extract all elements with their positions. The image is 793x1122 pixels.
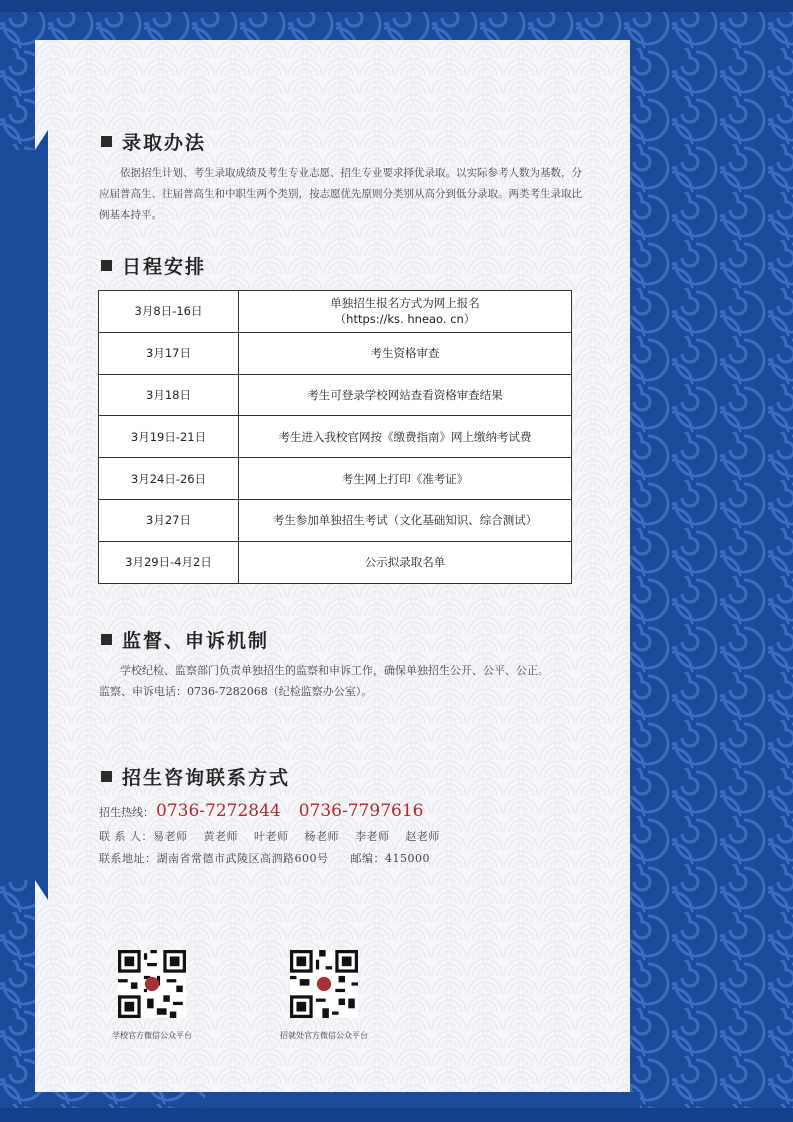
schedule-event-line: 单独招生报名方式为网上报名 bbox=[330, 296, 480, 311]
contacts-line bbox=[99, 828, 440, 844]
contacts-label: 联 系 人： bbox=[99, 830, 153, 843]
schedule-date: 3月18日 bbox=[99, 374, 239, 416]
square-bullet-icon bbox=[101, 771, 112, 782]
address-label: 联系地址： bbox=[99, 852, 157, 865]
section-supervision-heading bbox=[101, 626, 269, 653]
admission-text: 依据招生计划、考生录取成绩及考生专业志愿、招生专业要求择优录取。以实际参考人数为基数，分应届普高生、往届普高生和中职生两个类别，按志愿优先原则分类别从高分到低分录取。两类考生录取比例基本持平。 bbox=[99, 167, 582, 221]
schedule-event: 考生参加单独招生考试（文化基础知识、综合测试） bbox=[239, 499, 572, 541]
qr-caption-school: 学校官方微信公众平台 bbox=[112, 1031, 192, 1040]
phone-number-1: 0736-7272844 bbox=[156, 801, 281, 821]
schedule-date: 3月29日-4月2日 bbox=[99, 541, 239, 583]
table-row bbox=[99, 499, 572, 541]
schedule-event: 考生网上打印《准考证》 bbox=[239, 458, 572, 500]
hotline-label: 招生热线： bbox=[99, 806, 154, 819]
supervision-text-1: 学校纪检、监察部门负责单独招生的监察和申诉工作，确保单独招生公开、公平、公正。 bbox=[120, 664, 549, 677]
section-title: 招生咨询联系方式 bbox=[122, 767, 291, 789]
schedule-date: 3月19日-21日 bbox=[99, 416, 239, 458]
table-row bbox=[99, 291, 572, 333]
schedule-event: 考生资格审查 bbox=[239, 332, 572, 374]
section-admission-heading bbox=[101, 128, 206, 155]
qr-code-icon bbox=[290, 950, 358, 1018]
schedule-date: 3月24日-26日 bbox=[99, 458, 239, 500]
supervision-text-2: 监察、申诉电话：0736-7282068（纪检监察办公室）。 bbox=[99, 685, 373, 698]
schedule-event-url: （https://ks. hneao. cn） bbox=[334, 312, 476, 327]
schedule-event bbox=[239, 291, 572, 333]
qr-code-icon bbox=[118, 950, 186, 1018]
schedule-event: 公示拟录取名单 bbox=[239, 541, 572, 583]
phone-number-2: 0736-7797616 bbox=[298, 801, 424, 821]
postcode-text: 邮编：415000 bbox=[350, 852, 430, 865]
square-bullet-icon bbox=[101, 260, 112, 271]
schedule-event: 考生可登录学校网站查看资格审查结果 bbox=[239, 374, 572, 416]
table-row bbox=[99, 458, 572, 500]
section-title: 监督、申诉机制 bbox=[122, 630, 270, 652]
hotline-line bbox=[99, 801, 423, 821]
contacts-names: 易老师 黄老师 叶老师 杨老师 李老师 赵老师 bbox=[153, 830, 440, 843]
schedule-event: 考生进入我校官网按《缴费指南》网上缴纳考试费 bbox=[239, 416, 572, 458]
content-layer bbox=[35, 40, 630, 1092]
address-line bbox=[99, 850, 430, 866]
section-title: 日程安排 bbox=[122, 256, 207, 278]
section-contact-heading bbox=[101, 763, 290, 790]
schedule-table bbox=[98, 290, 572, 584]
square-bullet-icon bbox=[101, 136, 112, 147]
address-text: 湖南省常德市武陵区高泗路600号 bbox=[156, 852, 329, 865]
table-row bbox=[99, 332, 572, 374]
square-bullet-icon bbox=[101, 634, 112, 645]
table-row bbox=[99, 374, 572, 416]
section-title: 录取办法 bbox=[122, 132, 207, 154]
section-schedule-heading bbox=[101, 252, 206, 279]
schedule-date: 3月8日-16日 bbox=[99, 291, 239, 333]
table-row bbox=[99, 416, 572, 458]
schedule-date: 3月27日 bbox=[99, 499, 239, 541]
qr-caption-admission-office: 招就处官方微信公众平台 bbox=[280, 1031, 368, 1040]
table-row bbox=[99, 541, 572, 583]
schedule-date: 3月17日 bbox=[99, 332, 239, 374]
